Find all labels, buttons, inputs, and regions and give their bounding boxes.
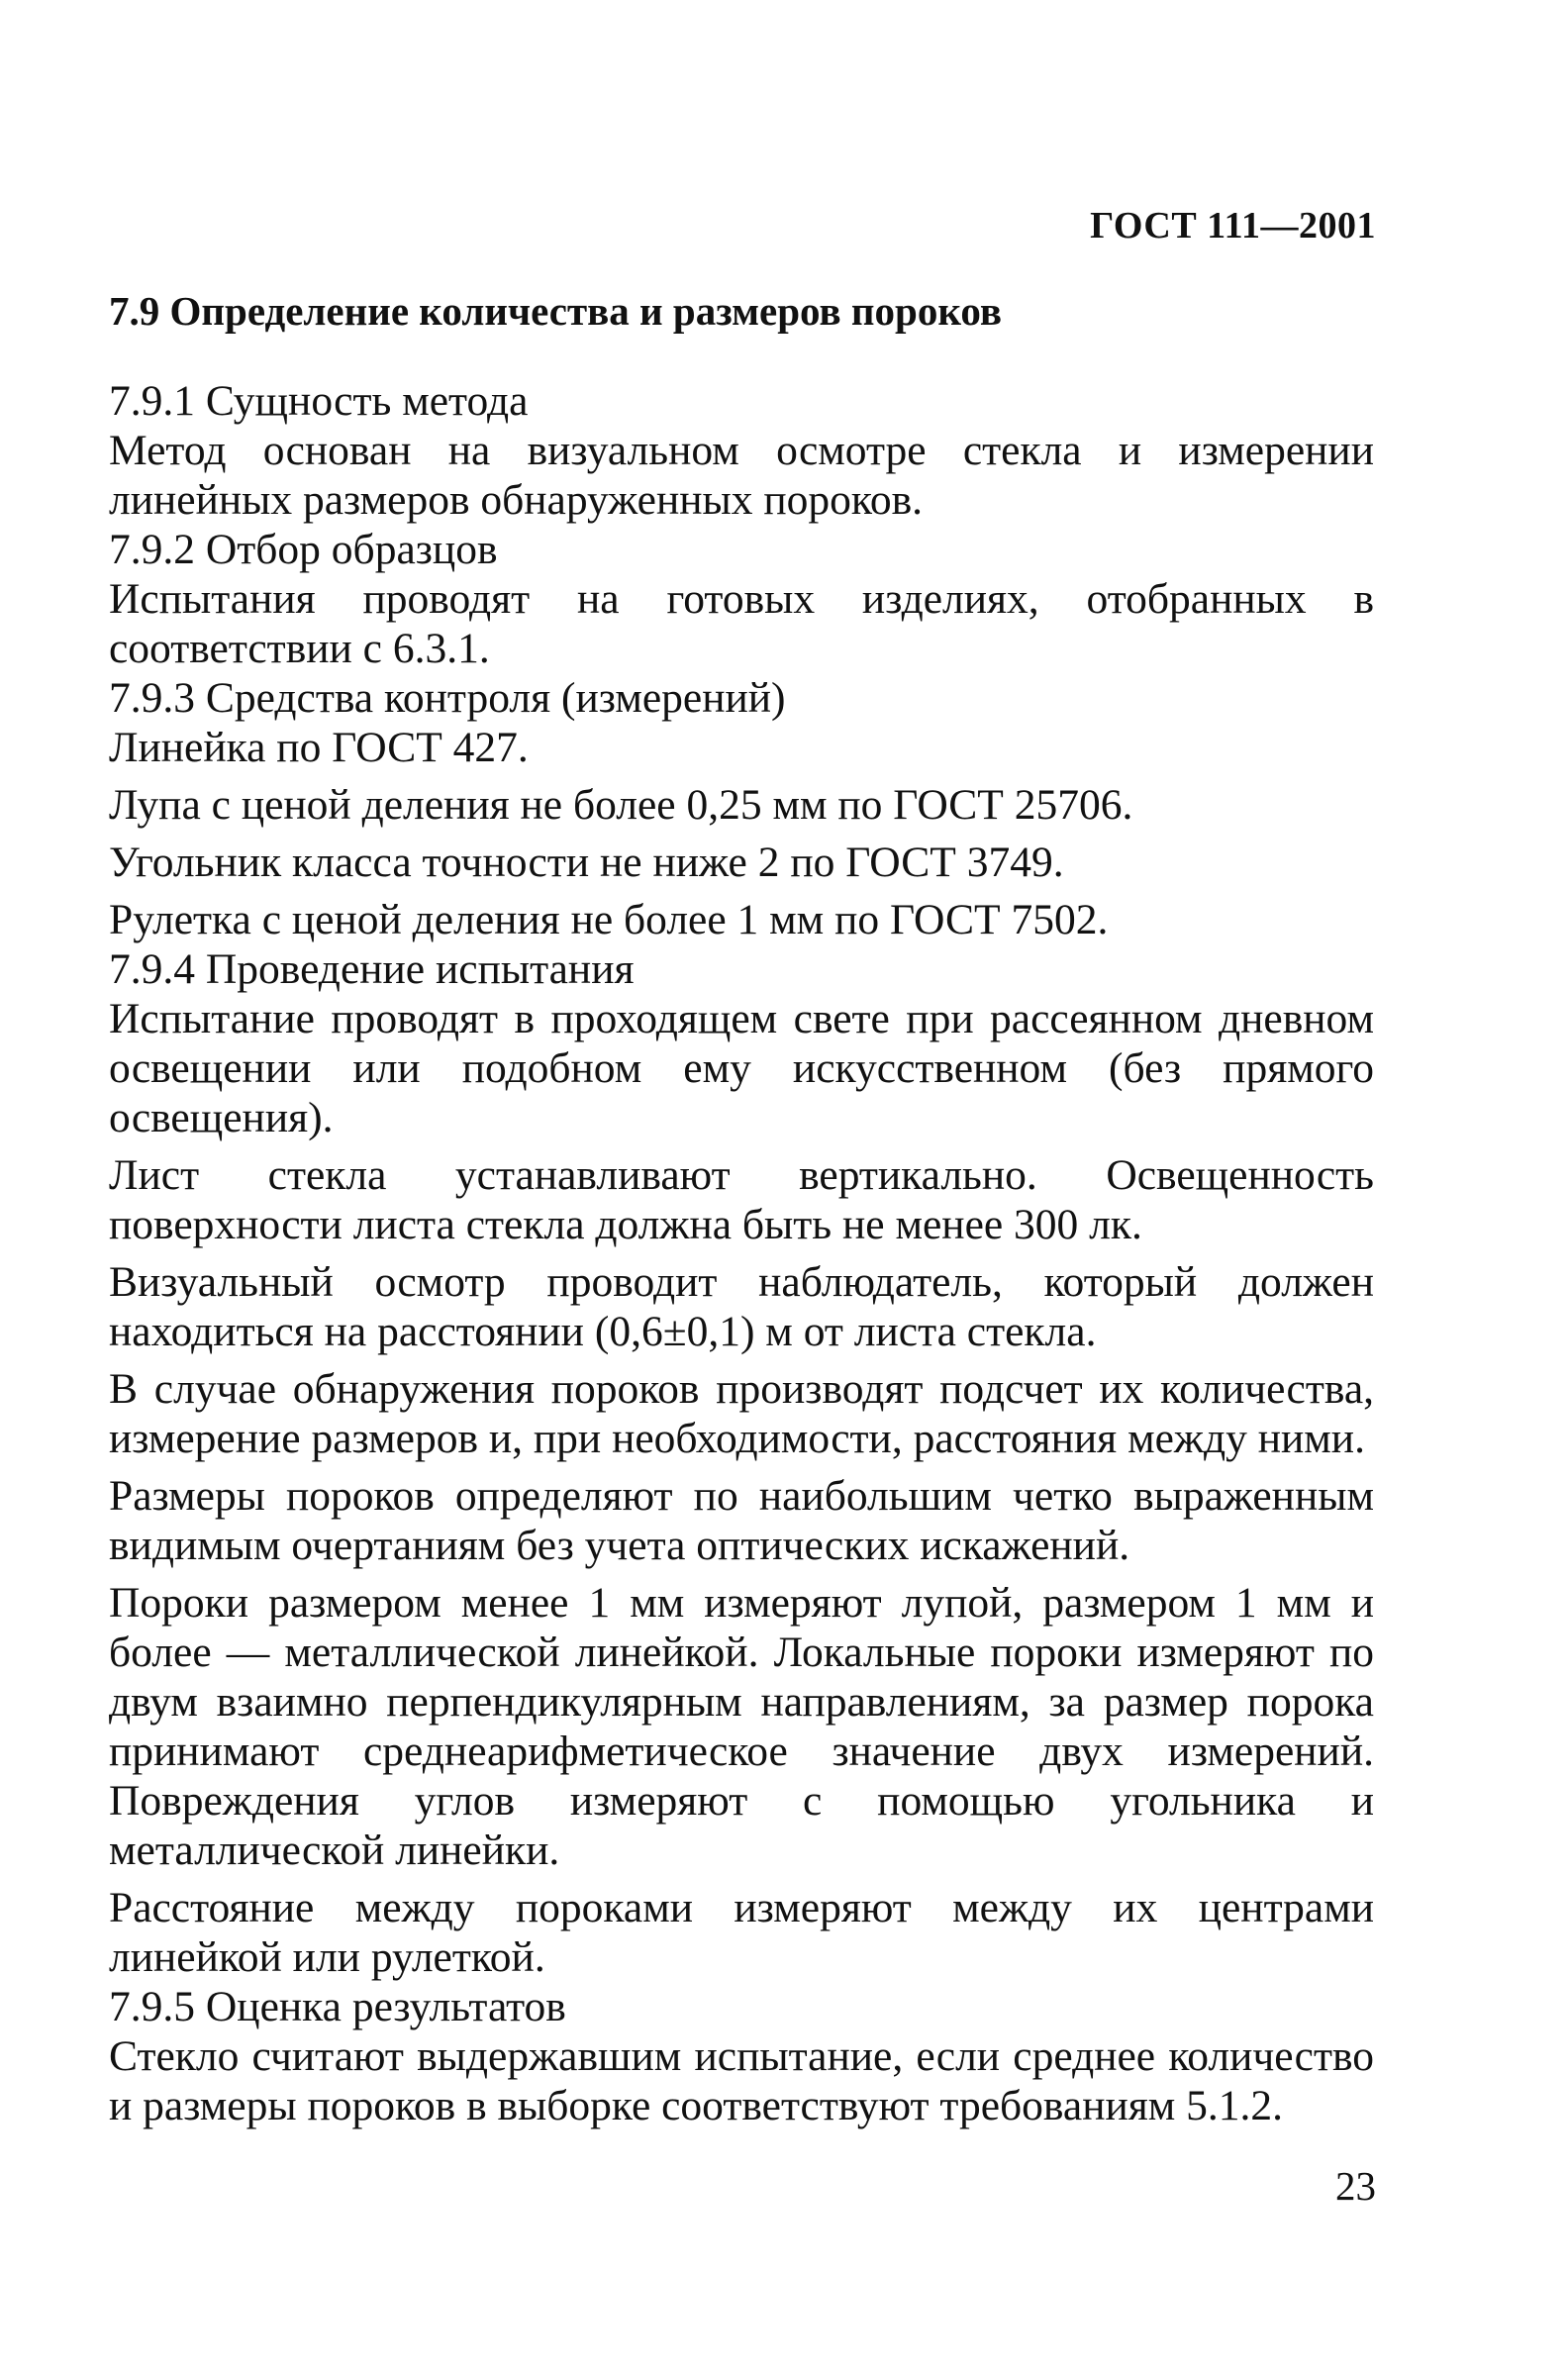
document-body bbox=[109, 376, 1374, 2130]
instrument-item: Угольник класса точности не ниже 2 по ГОСТ 3749. bbox=[109, 839, 1064, 886]
instrument-item: Рулетка с ценой деления не более 1 мм по ГОСТ 7502. bbox=[109, 896, 1109, 943]
subsection-heading-7-9-4: 7.9.4 Проведение испытания bbox=[109, 945, 635, 993]
paragraph-sampling: Испытания проводят на готовых изделиях, отобранных в соответствии с 6.3.1. bbox=[109, 575, 1374, 672]
subsection-heading-7-9-1: 7.9.1 Сущность метода bbox=[109, 377, 529, 425]
test-paragraph: В случае обнаружения пороков производят подсчет их количества, измерение размеров и, при необходимости, расстояния между ними. bbox=[109, 1365, 1374, 1462]
test-paragraph: Визуальный осмотр проводит наблюдатель, который должен находиться на расстоянии (0,6±0,1) м от листа стекла. bbox=[109, 1258, 1374, 1355]
test-paragraph: Пороки размером менее 1 мм измеряют лупой, размером 1 мм и более — металлической линейкой. Локальные пороки измеряют по двум взаимно перпендикулярным направлениям, за размер порока принимают среднеарифметическое значение двух измерений. Повреждения углов измеряют с помощью угольника и металлической линейки. bbox=[109, 1579, 1374, 1874]
test-paragraph: Размеры пороков определяют по наибольшим четко выраженным видимым очертаниям без учета оптических искажений. bbox=[109, 1472, 1374, 1569]
subsection-heading-7-9-2: 7.9.2 Отбор образцов bbox=[109, 526, 498, 573]
paragraph-results-evaluation: Стекло считают выдержавшим испытание, если среднее количество и размеры пороков в выборке соответствуют требованиям 5.1.2. bbox=[109, 2032, 1374, 2129]
subsection-heading-7-9-3: 7.9.3 Средства контроля (измерений) bbox=[109, 674, 786, 722]
instrument-item: Лупа с ценой деления не более 0,25 мм по ГОСТ 25706. bbox=[109, 781, 1133, 829]
instrument-item: Линейка по ГОСТ 427. bbox=[109, 724, 529, 771]
test-paragraph: Лист стекла устанавливают вертикально. Освещенность поверхности листа стекла должна быть не менее 300 лк. bbox=[109, 1151, 1374, 1248]
page-number: 23 bbox=[1335, 2163, 1376, 2209]
paragraph-method-essence: Метод основан на визуальном осмотре стекла и измерении линейных размеров обнаруженных пороков. bbox=[109, 427, 1374, 524]
document-code-header: ГОСТ 111—2001 bbox=[1090, 205, 1376, 247]
section-title: 7.9 Определение количества и размеров пороков bbox=[109, 288, 1003, 334]
subsection-heading-7-9-5: 7.9.5 Оценка результатов bbox=[109, 1983, 566, 2030]
test-paragraph: Испытание проводят в проходящем свете при рассеянном дневном освещении или подобном ему искусственном (без прямого освещения). bbox=[109, 995, 1374, 1141]
test-paragraph: Расстояние между пороками измеряют между их центрами линейкой или рулеткой. bbox=[109, 1884, 1374, 1981]
